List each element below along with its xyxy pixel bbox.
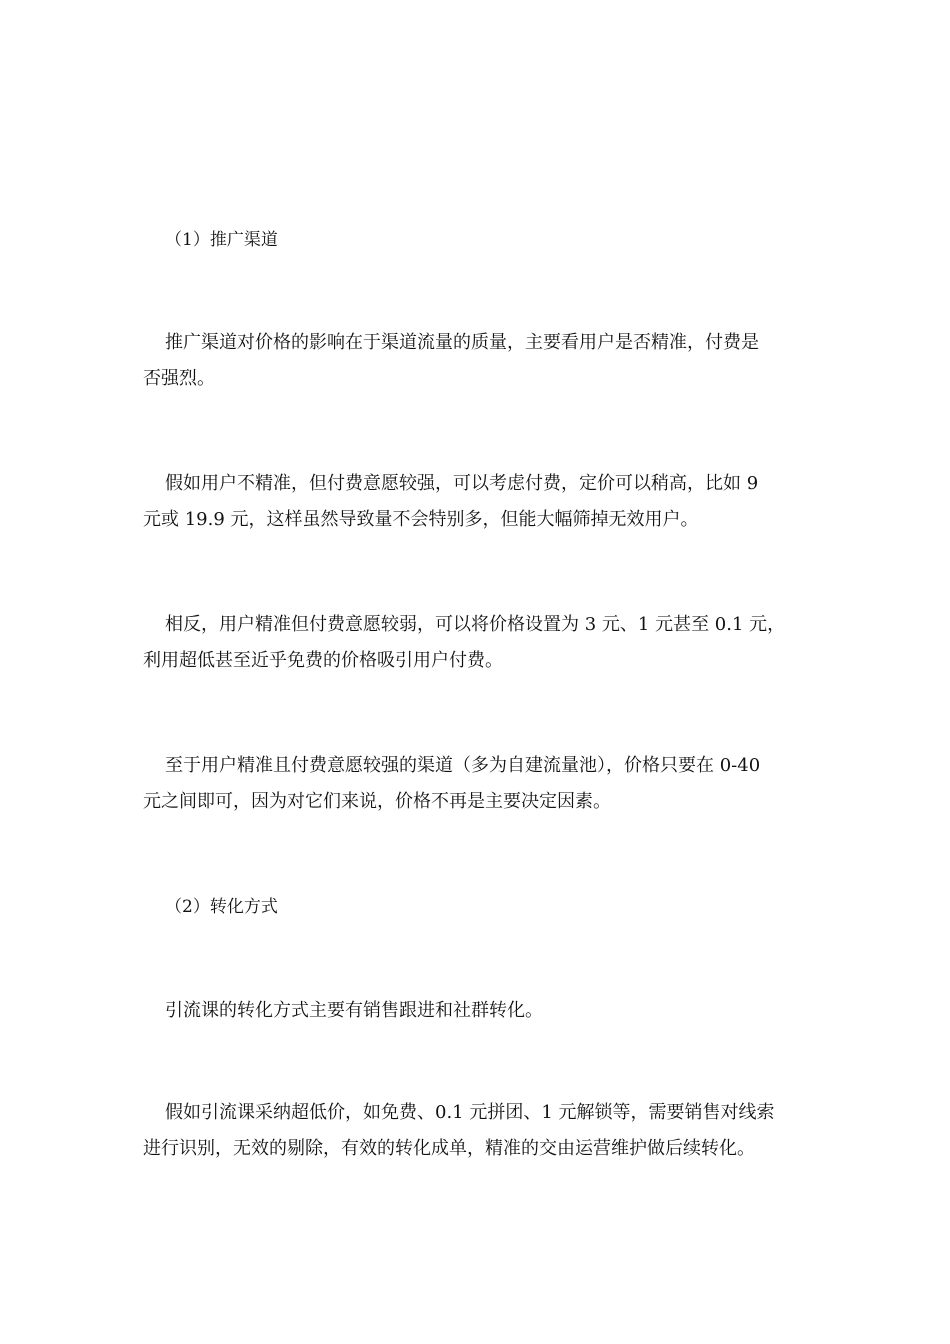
- heading-text: （1）推广渠道: [165, 230, 278, 250]
- paragraph-line: 利用超低甚至近乎免费的价格吸引用户付费。: [143, 650, 503, 671]
- paragraph-line: 相反，用户精准但付费意愿较弱，可以将价格设置为 3 元、1 元甚至 0.1 元，: [165, 614, 786, 635]
- paragraph-ultra-low-price: [143, 1095, 813, 1167]
- paragraph-line: 至于用户精准且付费意愿较强的渠道（多为自建流量池），价格只要在 0-40: [165, 755, 761, 776]
- paragraph-conversion-methods: [143, 993, 813, 1029]
- paragraph-line: 假如引流课采纳超低价，如免费、0.1 元拼团、1 元解锁等，需要销售对线索: [165, 1102, 775, 1123]
- paragraph-line: 否强烈。: [143, 368, 215, 389]
- paragraph-line: 元或 19.9 元，这样虽然导致量不会特别多，但能大幅筛掉无效用户。: [143, 509, 699, 530]
- paragraph-line: 引流课的转化方式主要有销售跟进和社群转化。: [165, 1000, 543, 1021]
- paragraph-own-traffic-pool: [143, 748, 813, 820]
- heading-text: （2）转化方式: [165, 897, 278, 917]
- paragraph-line: 推广渠道对价格的影响在于渠道流量的质量，主要看用户是否精准，付费是: [165, 332, 759, 353]
- section-heading-conversion-method: [143, 889, 813, 925]
- paragraph-channel-impact: [143, 325, 813, 397]
- paragraph-weak-willingness: [143, 607, 813, 679]
- paragraph-line: 假如用户不精准，但付费意愿较强，可以考虑付费，定价可以稍高，比如 9: [165, 473, 759, 494]
- paragraph-line: 进行识别，无效的剔除，有效的转化成单，精准的交由运营维护做后续转化。: [143, 1138, 755, 1159]
- section-heading-promotion-channel: [143, 222, 813, 258]
- paragraph-line: 元之间即可，因为对它们来说，价格不再是主要决定因素。: [143, 791, 611, 812]
- paragraph-imprecise-users: [143, 466, 813, 538]
